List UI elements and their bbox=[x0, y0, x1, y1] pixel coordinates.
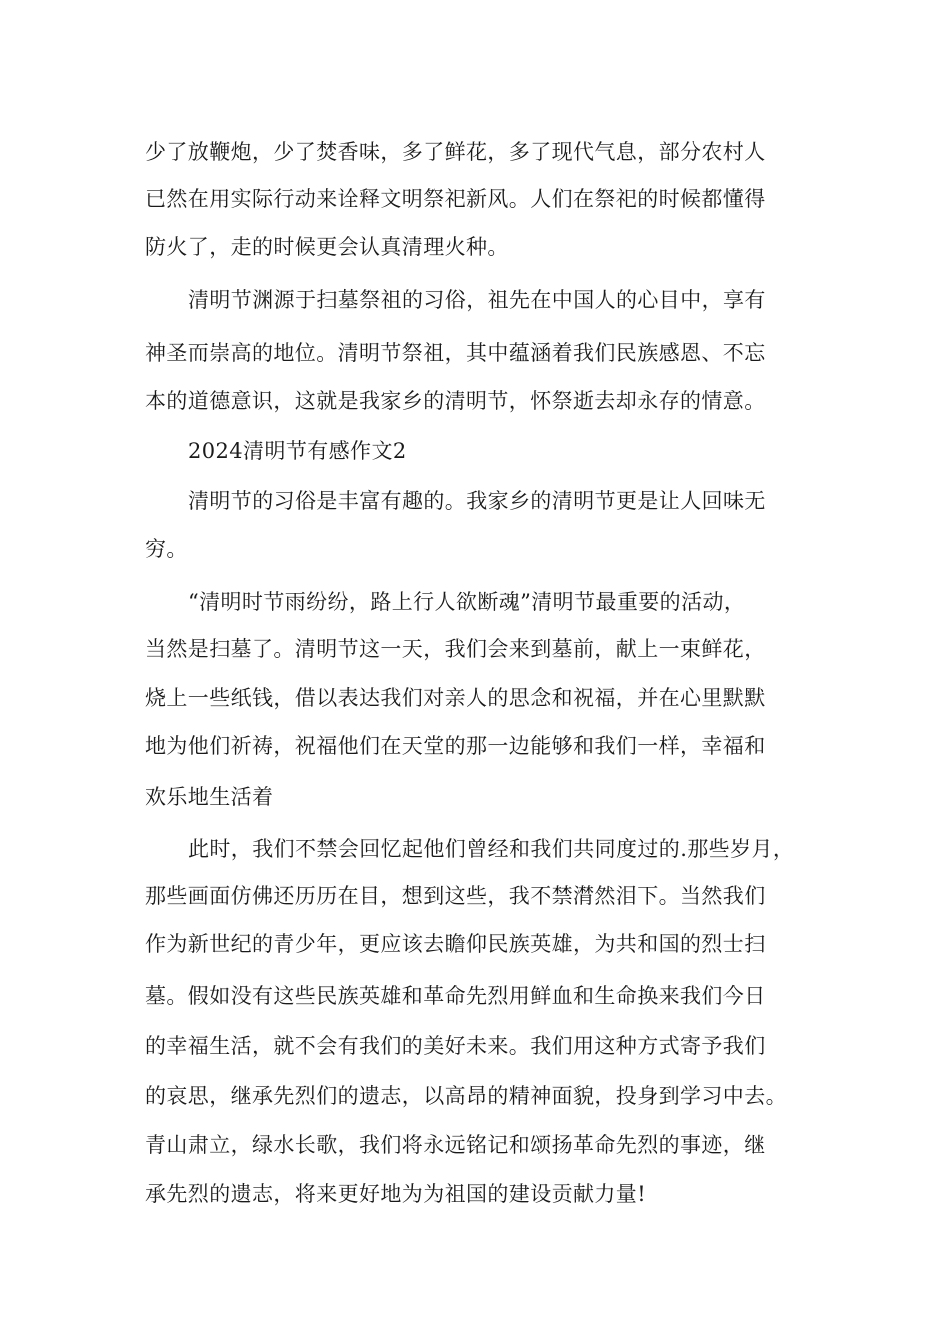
paragraph-line: 那些画面仿佛还历历在目，想到这些，我不禁潸然泪下。当然我们 bbox=[145, 884, 766, 908]
paragraph-line: 地为他们祈祷，祝福他们在天堂的那一边能够和我们一样，幸福和 bbox=[145, 734, 766, 758]
paragraph-line: 此时，我们不禁会回忆起他们曾经和我们共同度过的.那些岁月， bbox=[188, 837, 795, 861]
section-heading: 2024清明节有感作文2 bbox=[188, 439, 407, 463]
paragraph-line: 当然是扫墓了。清明节这一天，我们会来到墓前，献上一束鲜花， bbox=[145, 637, 766, 661]
paragraph-line: 已然在用实际行动来诠释文明祭祀新风。人们在祭祀的时候都懂得 bbox=[145, 187, 766, 211]
paragraph-line: 烧上一些纸钱，借以表达我们对亲人的思念和祝福，并在心里默默 bbox=[145, 686, 766, 710]
paragraph-line: 墓。假如没有这些民族英雄和革命先烈用鲜血和生命换来我们今日 bbox=[145, 984, 766, 1008]
paragraph-line: 神圣而崇高的地位。清明节祭祖，其中蕴涵着我们民族感恩、不忘 bbox=[145, 341, 766, 365]
paragraph-line: 清明节渊源于扫墓祭祖的习俗，祖先在中国人的心目中，享有 bbox=[188, 288, 766, 312]
paragraph-line: “清明时节雨纷纷，路上行人欲断魂”清明节最重要的活动， bbox=[188, 590, 746, 614]
paragraph-line: 欢乐地生活着 bbox=[145, 785, 274, 809]
paragraph-line: 防火了，走的时候更会认真清理火种。 bbox=[145, 235, 509, 259]
paragraph-line: 少了放鞭炮，少了焚香味，多了鲜花，多了现代气息，部分农村人 bbox=[145, 140, 766, 164]
paragraph-line: 清明节的习俗是丰富有趣的。我家乡的清明节更是让人回味无 bbox=[188, 489, 766, 513]
paragraph-line: 穷。 bbox=[145, 537, 188, 561]
paragraph-line: 青山肃立，绿水长歌，我们将永远铭记和颂扬革命先烈的事迹，继 bbox=[145, 1133, 766, 1157]
paragraph-line: 作为新世纪的青少年，更应该去瞻仰民族英雄，为共和国的烈士扫 bbox=[145, 932, 766, 956]
paragraph-line: 承先烈的遗志，将来更好地为为祖国的建设贡献力量! bbox=[145, 1182, 647, 1206]
paragraph-line: 的哀思，继承先烈们的遗志，以高昂的精神面貌，投身到学习中去。 bbox=[145, 1084, 787, 1108]
paragraph-line: 的幸福生活，就不会有我们的美好未来。我们用这种方式寄予我们 bbox=[145, 1034, 766, 1058]
paragraph-line: 本的道德意识，这就是我家乡的清明节，怀祭逝去却永存的情意。 bbox=[145, 389, 766, 413]
